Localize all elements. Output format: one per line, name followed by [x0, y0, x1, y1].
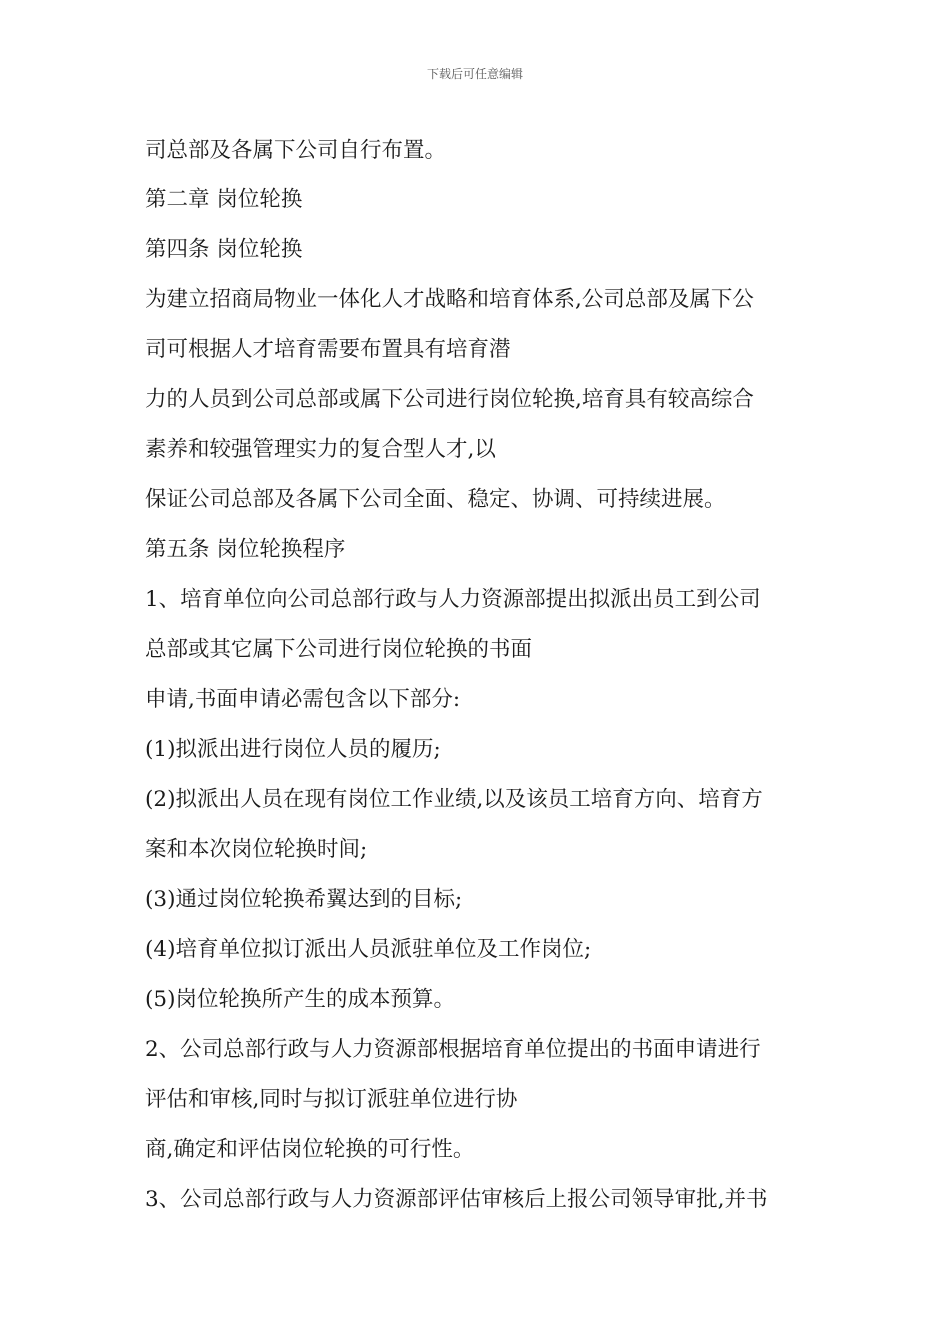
text-line: 申请,书面申请必需包含以下部分: — [145, 687, 461, 712]
text-line: 总部或其它属下公司进行岗位轮换的书面 — [145, 637, 533, 662]
list-item: (3)通过岗位轮换希翼达到的目标; — [145, 887, 463, 912]
article-heading: 第五条 岗位轮换程序 — [145, 537, 346, 562]
list-item: (4)培育单位拟订派出人员派驻单位及工作岗位; — [145, 937, 592, 962]
text-line: 素养和较强管理实力的复合型人才,以 — [145, 437, 496, 462]
text-line: 商,确定和评估岗位轮换的可行性。 — [145, 1137, 475, 1162]
text-line: 案和本次岗位轮换时间; — [145, 837, 368, 862]
text-line: 司可根据人才培育需要布置具有培育潜 — [145, 337, 511, 362]
text-line: 为建立招商局物业一体化人才战略和培育体系,公司总部及属下公 — [145, 287, 754, 312]
page-header: 下载后可任意编辑 — [426, 67, 523, 81]
list-item: (1)拟派出进行岗位人员的履历; — [145, 737, 441, 762]
text-line: 保证公司总部及各属下公司全面、稳定、协调、可持续进展。 — [145, 487, 726, 512]
list-item: (5)岗位轮换所产生的成本预算。 — [145, 987, 455, 1012]
text-line: 力的人员到公司总部或属下公司进行岗位轮换,培育具有较高综合 — [145, 387, 754, 412]
article-heading: 第四条 岗位轮换 — [145, 237, 303, 262]
list-item: (2)拟派出人员在现有岗位工作业绩,以及该员工培育方向、培育方 — [145, 787, 763, 812]
text-line: 司总部及各属下公司自行布置。 — [145, 138, 447, 163]
text-line: 3、公司总部行政与人力资源部评估审核后上报公司领导审批,并书 — [145, 1187, 768, 1212]
text-line: 评估和审核,同时与拟订派驻单位进行协 — [145, 1087, 518, 1112]
text-line: 2、公司总部行政与人力资源部根据培育单位提出的书面申请进行 — [145, 1037, 761, 1062]
chapter-heading: 第二章 岗位轮换 — [145, 187, 303, 212]
text-line: 1、培育单位向公司总部行政与人力资源部提出拟派出员工到公司 — [145, 587, 761, 612]
